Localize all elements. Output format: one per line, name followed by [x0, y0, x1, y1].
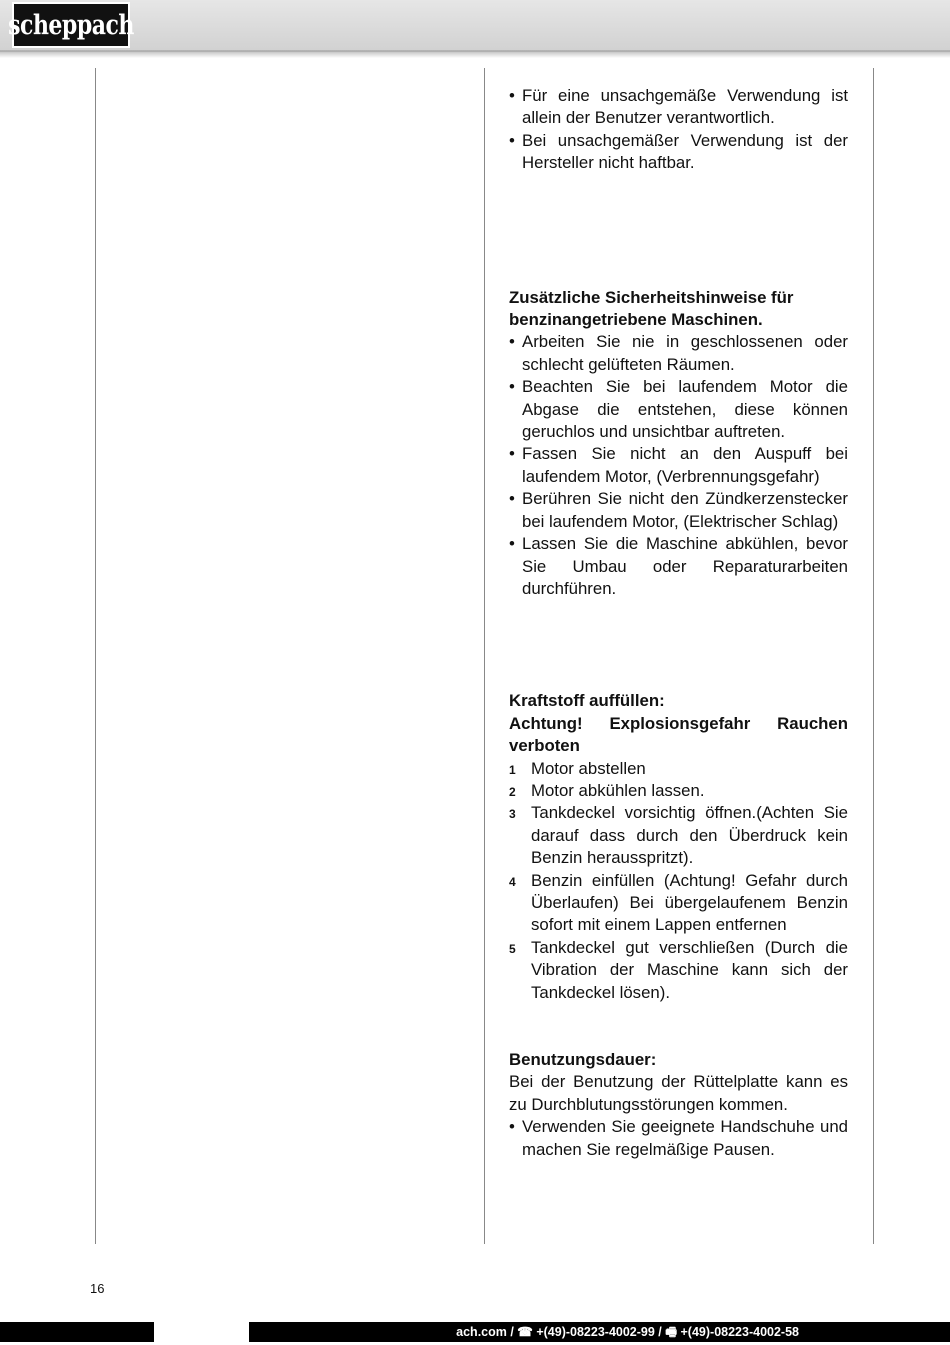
step-number: 4 — [509, 874, 516, 889]
numbered-step — [509, 802, 848, 869]
step-text: Motor abkühlen lassen. — [531, 780, 705, 800]
list-item: • Berühren Sie nicht den Zündkerzenstecker bei laufendem Motor, (Elektrischer Schlag) — [509, 488, 848, 533]
page-number: 16 — [90, 1281, 105, 1296]
text-column — [509, 85, 848, 1161]
safety-section — [509, 287, 848, 601]
column-rule-left — [95, 68, 96, 1244]
step-number: 1 — [509, 762, 516, 777]
step-text: Motor abstellen — [531, 758, 646, 778]
scheppach-logo — [8, 2, 134, 48]
list-item: • Verwenden Sie geeignete Handschuhe und machen Sie regelmäßige Pausen. — [509, 1116, 848, 1161]
list-item: • Fassen Sie nicht an den Auspuff bei laufendem Motor, (Verbrennungsgefahr) — [509, 443, 848, 488]
list-item: • Bei unsachgemäßer Verwendung ist der Hersteller nicht haftbar. — [509, 130, 848, 175]
numbered-step — [509, 780, 848, 802]
column-rule-right — [873, 68, 874, 1244]
fuel-section — [509, 690, 848, 1004]
column-rule-middle — [484, 68, 485, 1244]
warning-text: Achtung! Explosionsgefahr Rauchen verboten — [509, 713, 848, 756]
step-text: Tankdeckel gut verschließen (Durch die Vibration der Maschine kann sich der Tankdeckel lösen). — [531, 937, 848, 1002]
numbered-step — [509, 937, 848, 1004]
footer-contact: ach.com / ☎ +(49)-08223-4002-99 / 🖷 +(49)-08223-4002-58 — [456, 1325, 799, 1339]
numbered-step — [509, 758, 848, 780]
usage-section — [509, 85, 848, 175]
step-number: 2 — [509, 784, 516, 799]
section-heading: Benutzungsdauer: — [509, 1050, 657, 1069]
step-text: Tankdeckel vorsichtig öffnen.(Achten Sie darauf dass durch den Überdruck kein Benzin herausspritzt). — [531, 803, 848, 868]
list-item: • Lassen Sie die Maschine abkühlen, bevor Sie Umbau oder Reparaturarbeiten durchführen. — [509, 533, 848, 600]
list-item: • Arbeiten Sie nie in geschlossenen oder schlecht gelüfteten Räumen. — [509, 331, 848, 376]
paragraph: Bei der Benutzung der Rüttelplatte kann es zu Durchblutungsstörungen kommen. — [509, 1072, 848, 1114]
step-text: Benzin einfüllen (Achtung! Gefahr durch Überlaufen) Bei übergelaufenem Benzin sofort mit einem Lappen entfernen — [531, 870, 848, 935]
list-item: • Beachten Sie bei laufendem Motor die Abgase die entstehen, diese können geruchlos und unsichtbar auftreten. — [509, 376, 848, 443]
step-number: 5 — [509, 941, 516, 956]
header-shadow — [0, 50, 950, 58]
logo-text: scheppach — [8, 8, 134, 42]
footer-bar-left — [0, 1322, 154, 1342]
step-number: 3 — [509, 807, 516, 822]
numbered-step — [509, 870, 848, 937]
list-item: • Für eine unsachgemäße Verwendung ist allein der Benutzer verantwortlich. — [509, 85, 848, 130]
section-heading: Kraftstoff auffüllen: — [509, 691, 665, 711]
page-header — [0, 0, 950, 52]
duration-section — [509, 1049, 848, 1161]
section-heading: Zusätzliche Sicherheitshinweise für benzinangetriebene Maschinen. — [509, 287, 794, 330]
